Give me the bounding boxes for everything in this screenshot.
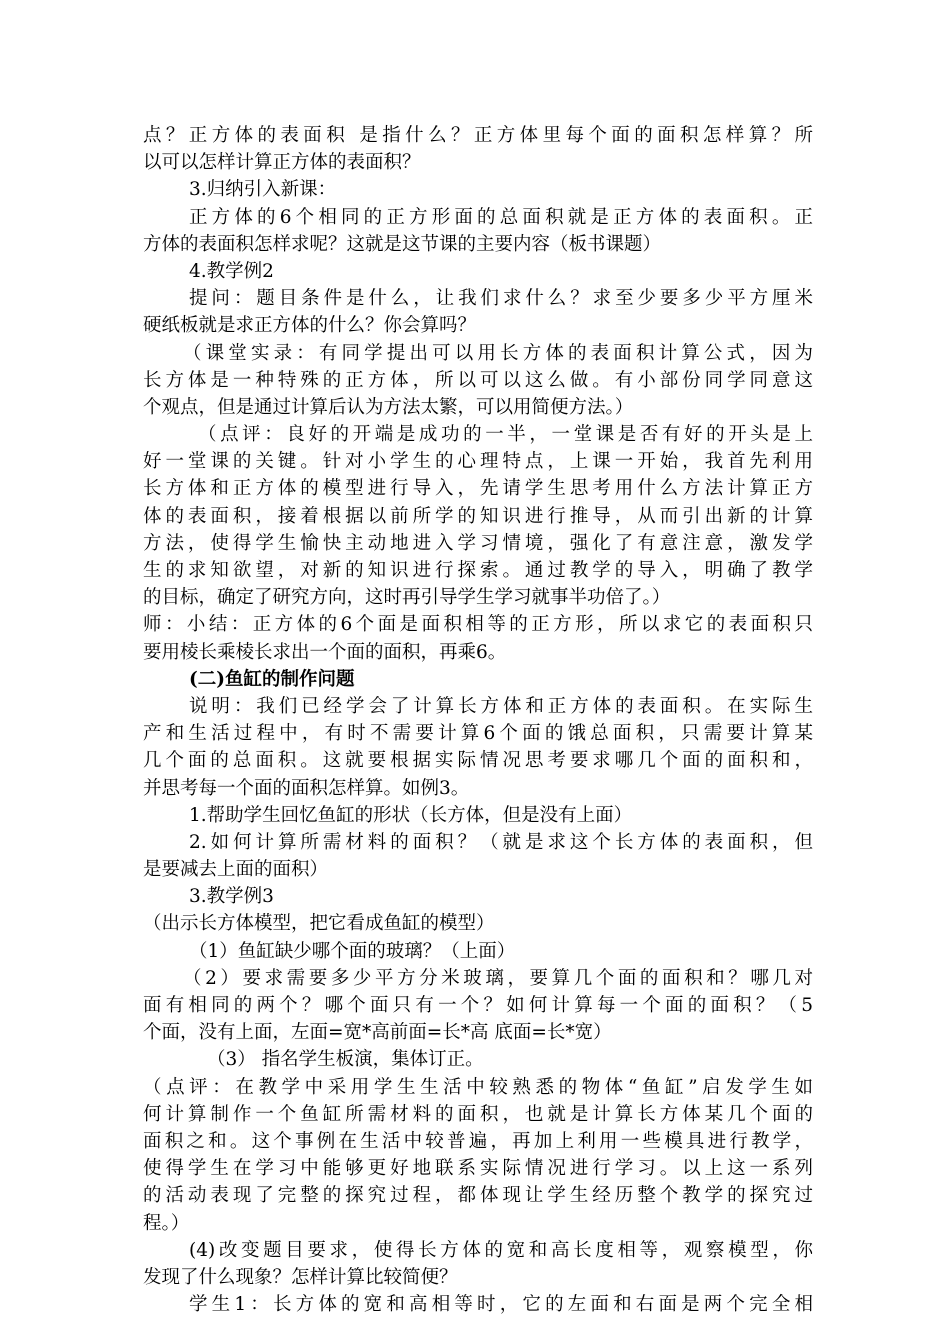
text-line: 3.教学例3: [189, 886, 274, 908]
text-line: 面有相同的两个？哪个面只有一个？如何计算每一个面的面积？（5: [143, 995, 813, 1016]
text-line: 说明：我们已经学会了计算长方体和正方体的表面积。在实际生: [189, 695, 813, 717]
text-line: 产和生活过程中，有时不需要计算6个面的饿总面积，只需要计算某: [143, 723, 813, 745]
text-line: 是要减去上面的面积）: [143, 859, 329, 881]
text-line: （1）鱼缸缺少哪个面的玻璃？（上面）: [189, 940, 516, 962]
text-line: 3.归纳引入新课：: [189, 179, 337, 201]
text-line: 2.如何计算所需材料的面积？（就是求这个长方体的表面积，但: [189, 831, 813, 853]
text-line: 个观点，但是通过计算后认为方法太繁，可以用简便方法。）: [143, 396, 634, 418]
text-line: 方法，使得学生愉快主动地进入学习情境，强化了有意注意，激发学: [143, 532, 813, 554]
text-line: 点？正方体的表面积 是指什么？正方体里每个面的面积怎样算？所: [143, 125, 813, 146]
text-line: 生的求知欲望，对新的知识进行探索。通过教学的导入，明确了教学: [143, 560, 813, 581]
text-line: 长方体和正方体的模型进行导入，先请学生思考用什么方法计算正方: [143, 478, 813, 500]
text-line: 硬纸板就是求正方体的什么？你会算吗？: [143, 315, 477, 337]
text-line: 几个面的总面积。这就要根据实际情况思考要求哪几个面的面积和，: [143, 750, 813, 772]
text-line: 好一堂课的关键。针对小学生的心理特点，上课一开始，我首先利用: [143, 451, 813, 473]
text-line: 要用棱长乘棱长求出一个面的面积，再乘6。: [143, 641, 507, 663]
text-line: （课堂实录：有同学提出可以用长方体的表面积计算公式，因为: [183, 342, 813, 364]
text-line: (4)改变题目要求，使得长方体的宽和高长度相等，观察模型，你: [189, 1239, 813, 1261]
text-line: 的目标，确定了研究方向，这时再引导学生学习就事半功倍了。）: [143, 587, 671, 609]
text-line: 1.帮助学生回忆鱼缸的形状（长方体，但是没有上面）: [189, 804, 633, 826]
text-line: 的活动表现了完整的探究过程，都体现让学生经历整个教学的探究过: [143, 1185, 813, 1207]
text-line: 体的表面积，接着根据以前所学的知识进行推导，从而引出新的计算: [143, 505, 813, 527]
text-line: 提问：题目条件是什么，让我们求什么？求至少要多少平方厘米: [189, 288, 813, 310]
text-line: 长方体是一种特殊的正方体，所以可以这么做。有小部份同学同意这: [143, 369, 813, 391]
text-line: 方体的表面积怎样求呢？这就是这节课的主要内容（板书课题）: [143, 233, 662, 255]
text-line: 以可以怎样计算正方体的表面积？: [143, 152, 421, 174]
text-line: （3） 指名学生板演，集体订正。: [207, 1049, 484, 1071]
text-line: （出示长方体模型，把它看成鱼缸的模型）: [143, 913, 495, 935]
text-line: 使得学生在学习中能够更好地联系实际情况进行学习。以上这一系列: [143, 1158, 813, 1180]
text-line: 正方体的6个相同的正方形面的总面积就是正方体的表面积。正: [189, 206, 813, 228]
text-line: 何计算制作一个鱼缸所需材料的面积，也就是计算长方体某几个面的: [143, 1103, 813, 1125]
section-heading: (二)鱼缸的制作问题: [189, 668, 355, 690]
text-line: （点评：良好的开端是成功的一半，一堂课是否有好的开头是上: [198, 424, 813, 446]
text-line: 4.教学例2: [189, 260, 274, 282]
text-line: 并思考每一个面的面积怎样算。如例3。: [143, 777, 470, 799]
text-line: （2）要求需要多少平方分米玻璃，要算几个面的面积和？哪几对: [183, 967, 813, 989]
text-line: 面积之和。这个事例在生活中较普遍，再加上利用一些模具进行教学，: [143, 1130, 813, 1152]
text-line: 学生1：长方体的宽和高相等时，它的左面和右面是两个完全相: [189, 1294, 813, 1316]
text-line: 程。）: [143, 1212, 190, 1234]
text-line: 个面，没有上面，左面=宽*高前面=长*高 底面=长*宽）: [143, 1022, 612, 1044]
text-line: 发现了什么现象？怎样计算比较简便？: [143, 1266, 458, 1288]
text-line: （点评：在教学中采用学生生活中较熟悉的物体“鱼缸”启发学生如: [143, 1076, 813, 1098]
document-body: [143, 122, 813, 1318]
text-line: 师：小结：正方体的6个面是面积相等的正方形，所以求它的表面积只: [143, 614, 813, 636]
